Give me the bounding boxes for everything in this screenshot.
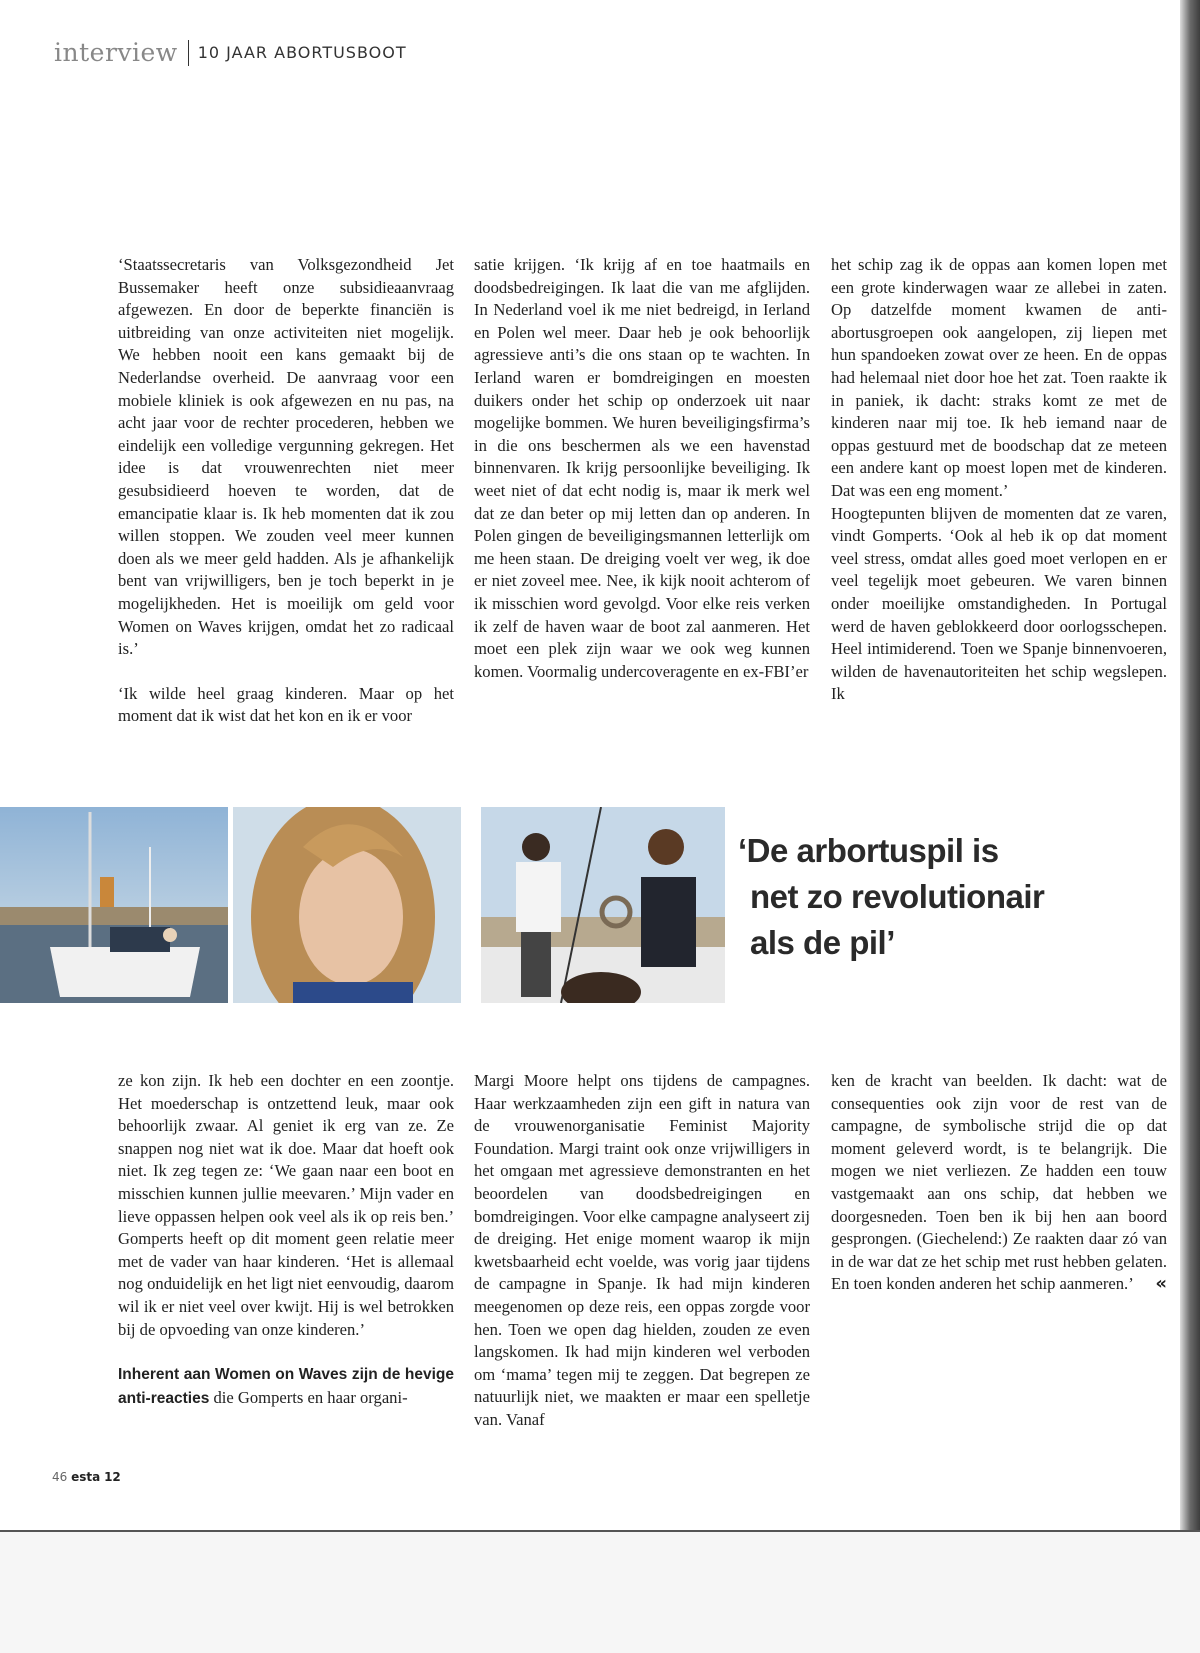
paragraph: Margi Moore helpt ons tijdens de campagnes. Haar werkzaamheden zijn een gift in natura van de vrouwenorganisatie Feminist Majority Foundation. Margi traint ook onze vrijwilligers in het omgaan met agressieve demonstranten en het beoordelen van doodsbedreigingen en bomdreigingen. Voor elke campagne analyseert zij de dreiging. Het enige moment waarop ik mijn kwetsbaarheid echt voelde, was vorig jaar tijdens de campagne in Spanje. Ik had mijn kinderen meegenomen op deze reis, een oppas zorgde voor hen. Toen we open dag hielden, zouden ze even langskomen. Ik had mijn kinderen wel verboden om ‘mama’ tegen mij te zeggen. Dat begrepen ze natuurlijk niet, we maakten er maar een spelletje van. Vanaf: [474, 1071, 810, 1429]
paragraph: Hoogtepunten blijven de momenten dat ze varen, vindt Gomperts. ‘Ook al heb ik op dat moment veel stress, omdat alles goed moet verlopen en er veel tegelijk moet gebeuren. We varen binnen onder moeilijke omstandigheden. In Portugal werd de haven geblokkeerd door oorlogsschepen. Heel intimiderend. Toen we Spanje binnenvoeren, wilden de havenautoriteiten het schip wegslepen. Ik: [831, 503, 1167, 704]
article-column-2-bottom: [474, 1070, 810, 1432]
scan-edge-shadow: [1180, 0, 1200, 1530]
lead-continuation: die Gomperts en haar organi-: [209, 1387, 408, 1407]
paragraph: satie krijgen. ‘Ik krijg af en toe haatmails en doodsbedreigingen. Ik laat die van me afglijden. In Nederland voel ik me niet bedreigd, in Ierland en Polen wel meer. Daar heb je ook behoorlijk agressieve anti’s die ons staan op te wachten. In Ierland waren er bomdreigingen en moesten duikers onder het schip op onderzoek uit naar mogelijke bommen. We huren beveiligingsfirma’s in die ons beschermen als we een havenstad binnenvaren. Ik krijg persoonlijke beveiliging. Ik weet niet of dat echt nodig is, maar ik merk wel dat ze dan beter op mij letten dan op anderen. In Polen gingen de beveiligingsmannen letterlijk om me heen staan. De dreiging voelt ver weg, ik doe er niet zoveel mee. Nee, ik kijk nooit achterom of ik misschien word gevolgd. Voor elke reis verken ik zelf de haven waar de boot zal aanmeren. Het moet een plek zijn waar we ook weg kunnen komen. Voormalig undercoveragente en ex-FBI’er: [474, 255, 810, 681]
article-column-3-top: [831, 254, 1167, 706]
scan-bottom-margin: [0, 1530, 1200, 1653]
photo-sailboat-harbor: [0, 807, 228, 1003]
bold-lead-in: Inherent aan Women on Waves zijn de hevige anti-reacties: [118, 1366, 454, 1407]
page-folio: [52, 1470, 121, 1484]
paragraph-intro: [118, 1363, 454, 1410]
pull-quote-line: net zo revolutionair: [750, 878, 1045, 915]
section-header: [54, 38, 407, 67]
section-topic: 10 JAAR ABORTUSBOOT: [197, 43, 407, 62]
pull-quote: [738, 828, 1118, 966]
header-divider: [188, 40, 189, 66]
paragraph: ‘Staatssecretaris van Volksgezondheid Jet Bussemaker heeft onze subsidieaanvraag afgewezen. En door de beperkte financiën is uitbreiding van onze activiteiten niet mogelijk. We hebben nooit een kans gemaakt bij de Nederlandse overheid. De aanvraag voor een mobiele kliniek is ook afgewezen en nu pas, na acht jaar voor de rechter procederen, hebben we eindelijk een volledige vergunning gekregen. Het idee is dat vrouwenrechten niet meer gesubsidieerd hoeven te worden, dat de emancipatie klaar is. Ik heb momenten dat ik zou willen stoppen. We zouden veel meer kunnen doen als we meer geld hadden. Als je afhankelijk bent van vrijwilligers, ben je toch beperkt in je mogelijkheden. Het is moeilijk om geld voor Women on Waves krijgen, omdat het zo radicaal is.’: [118, 255, 454, 659]
article-column-1-bottom: [118, 1070, 454, 1410]
section-kicker: interview: [54, 38, 178, 67]
pull-quote-line: ‘De arbortuspil is: [738, 832, 999, 869]
pull-quote-line: als de pil’: [750, 924, 895, 961]
article-column-1-top: [118, 254, 454, 728]
paragraph: het schip zag ik de oppas aan komen lopen met een grote kinderwagen waar ze allebei in zaten. Op datzelfde moment kwamen de anti-abortusgroepen ook aangelopen, zij liepen met hun spandoeken zowat over ze heen. En de oppas had helemaal niet door hoe het zat. Toen raakte ik in paniek, ik dacht: straks komt ze met de kinderen naar mij toe. Ik heb iemand naar de oppas gestuurd met de boodschap dat ze meteen een andere kant op moest lopen met de kinderen. Dat was een eng moment.’: [831, 255, 1167, 500]
paragraph-text: ken de kracht van beelden. Ik dacht: wat de consequenties ook zijn voor de rest van de campagne, de symbolische strijd die op dat moment geleverd wordt, is te belangrijk. Die mogen we niet verliezen. Ze hadden een touw vastgemaakt aan ons schip, dat hebben we doorgesneden. Toen ben ik bij hen aan boord gesprongen. (Giechelend:) Ze raakten daar zó van in de war dat ze het schip met rust hebben gelaten. En toen konden anderen het schip aanmeren.’: [831, 1071, 1167, 1294]
page-number: 46: [52, 1470, 68, 1484]
issue-number: 12: [104, 1470, 121, 1484]
photo-portrait-woman: [233, 807, 461, 1003]
paragraph: ze kon zijn. Ik heb een dochter en een zoontje. Het moederschap is ontzettend leuk, maar ook behoorlijk zwaar. Al geniet ik erg van ze. Ze snappen nog niet wat ik doe. Maar dat hoeft ook niet. Ik zeg tegen ze: ‘We gaan naar een boot en misschien kunnen jullie meevaren.’ Mijn vader en lieve oppassen helpen ook veel als ik op reis ben.’ Gomperts heeft op dit moment geen relatie meer met de vader van haar kinderen. ‘Het is allemaal nog onduidelijk en het ligt niet eenvoudig, daarom wil ik er niet veel over kwijt. Hij is wel betrokken bij de opvoeding van onze kinderen.’: [118, 1071, 454, 1339]
magazine-name: esta: [71, 1470, 101, 1484]
article-column-2-top: [474, 254, 810, 683]
paragraph: [831, 1070, 1167, 1296]
photo-crew-on-deck: [481, 807, 725, 1003]
article-column-3-bottom: [831, 1070, 1167, 1296]
end-mark: «: [1155, 1273, 1167, 1295]
paragraph: ‘Ik wilde heel graag kinderen. Maar op het moment dat ik wist dat het kon en ik er voor: [118, 683, 454, 726]
